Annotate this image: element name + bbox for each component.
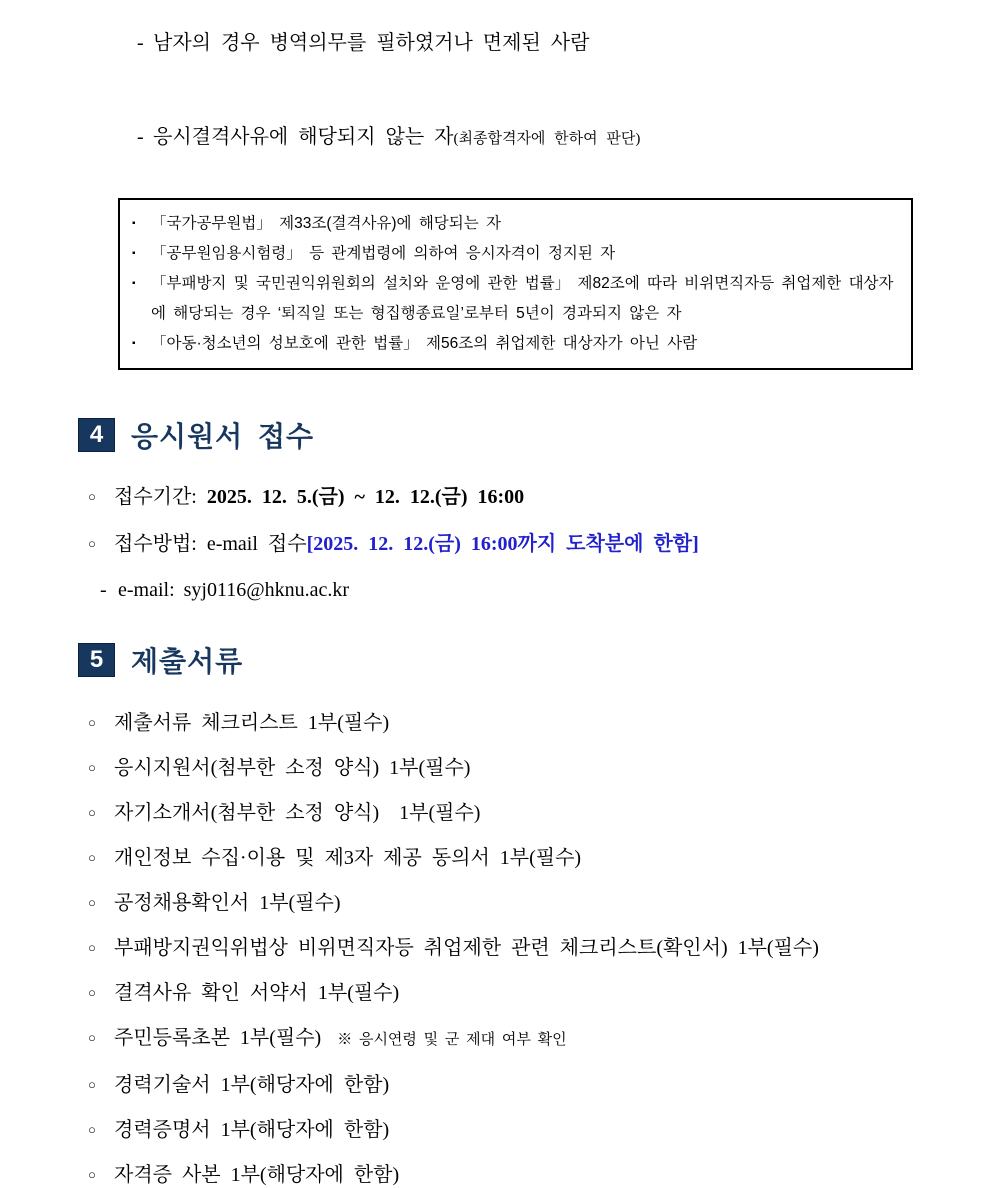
application-period-text <box>114 485 524 509</box>
application-period-label: 접수기간: <box>114 486 207 508</box>
square-bullet: ▪ <box>132 338 136 349</box>
disqualification-text: 「국가공무원법」 제33조(결격사유)에 해당되는 자 <box>151 215 501 232</box>
document-list-item <box>88 1162 992 1188</box>
circle-bullet: ○ <box>88 760 96 775</box>
dash-bullet: - <box>100 579 107 601</box>
section-4-title: 응시원서 접수 <box>131 421 315 452</box>
dash-bullet: - <box>137 32 144 54</box>
square-bullet: ▪ <box>132 248 136 259</box>
document-item-text: 응시지원서(첨부한 소정 양식) 1부(필수) <box>114 757 471 779</box>
email-address: e-mail: syj0116@hknu.ac.kr <box>118 579 350 601</box>
document-item-main: 주민등록초본 1부(필수) <box>114 1027 322 1049</box>
document-list-item <box>88 710 992 736</box>
document-item-text: 제출서류 체크리스트 1부(필수) <box>114 712 390 734</box>
disqualification-item <box>132 239 906 269</box>
circle-bullet: ○ <box>88 805 96 820</box>
document-list-item <box>88 845 992 871</box>
document-item-text: 결격사유 확인 서약서 1부(필수) <box>114 982 400 1004</box>
circle-bullet: ○ <box>88 536 96 551</box>
application-method-row <box>88 532 992 556</box>
application-method-deadline: [2025. 12. 12.(금) 16:00까지 도착분에 한함] <box>306 533 699 555</box>
application-period-dates: 2025. 12. 5.(금) ~ 12. 12.(금) 16:00 <box>206 486 525 508</box>
dash-bullet: - <box>137 126 144 148</box>
document-item-text: 자격증 사본 1부(해당자에 한함) <box>114 1164 400 1186</box>
document-list-item <box>88 1025 992 1053</box>
application-period-row <box>88 485 992 509</box>
document-list-item <box>88 890 992 916</box>
disqualification-text: 「아동·청소년의 성보호에 관한 법률」 제56조의 취업제한 대상자가 아닌 사람 <box>151 335 698 352</box>
document-item-text: 경력기술서 1부(해당자에 한함) <box>114 1074 390 1096</box>
document-item-text: 개인정보 수집·이용 및 제3자 제공 동의서 1부(필수) <box>114 847 582 869</box>
square-bullet: ▪ <box>132 218 136 229</box>
disqualification-item <box>132 209 906 239</box>
document-list-item <box>88 1072 992 1098</box>
section-4-number-badge: 4 <box>78 418 115 452</box>
disqualification-text: 「부패방지 및 국민권익위원회의 설치와 운영에 관한 법률」 제82조에 따라 비위면직자등 취업제한 대상자에 해당되는 경우 ‘퇴직일 또는 형집행종료일’로부터 5년이 경과되지 않은 자 <box>151 275 894 322</box>
eligibility-line-text: 남자의 경우 병역의무를 필하였거나 면제된 사람 <box>153 32 590 54</box>
circle-bullet: ○ <box>88 1122 96 1137</box>
document-list-item <box>88 1117 992 1143</box>
eligibility-line-disqualification <box>97 101 992 175</box>
email-row <box>100 578 992 602</box>
circle-bullet: ○ <box>88 895 96 910</box>
document-list-item <box>88 935 992 961</box>
document-item-text: 부패방지권익위법상 비위면직자등 취업제한 관련 체크리스트(확인서) 1부(필수) <box>114 937 819 959</box>
section-5-header <box>78 640 992 680</box>
document-list-item <box>88 755 992 781</box>
circle-bullet: ○ <box>88 940 96 955</box>
document-item-text: 자기소개서(첨부한 소정 양식) 1부(필수) <box>114 802 481 824</box>
circle-bullet: ○ <box>88 1077 96 1092</box>
application-method-text <box>114 532 699 556</box>
document-item-text <box>114 1025 567 1053</box>
circle-bullet: ○ <box>88 489 96 504</box>
circle-bullet: ○ <box>88 850 96 865</box>
section-4-header <box>78 415 992 455</box>
section-5-number-badge: 5 <box>78 643 115 677</box>
section-5-title: 제출서류 <box>131 646 244 677</box>
circle-bullet: ○ <box>88 715 96 730</box>
application-method-label: 접수방법: e-mail 접수 <box>114 533 307 555</box>
circle-bullet: ○ <box>88 985 96 1000</box>
circle-bullet: ○ <box>88 1167 96 1182</box>
disqualification-text: 「공무원임용시험령」 등 관계법령에 의하여 응시자격이 정지된 자 <box>151 245 616 262</box>
document-item-text: 경력증명서 1부(해당자에 한함) <box>114 1119 390 1141</box>
disqualification-box <box>118 198 913 370</box>
disqualification-item <box>132 269 906 329</box>
circle-bullet: ○ <box>88 1030 96 1045</box>
eligibility-line-smallnote: (최종합격자에 한하여 판단) <box>453 131 641 147</box>
eligibility-line-text: 응시결격사유에 해당되지 않는 자 <box>153 126 454 148</box>
eligibility-line-military <box>97 0 992 79</box>
disqualification-item <box>132 329 906 359</box>
document-list-item <box>88 980 992 1006</box>
document-list-item <box>88 800 992 826</box>
square-bullet: ▪ <box>132 278 136 289</box>
document-item-note: ※ 응시연령 및 군 제대 여부 확인 <box>337 1032 567 1048</box>
document-item-text: 공정채용확인서 1부(필수) <box>114 892 341 914</box>
